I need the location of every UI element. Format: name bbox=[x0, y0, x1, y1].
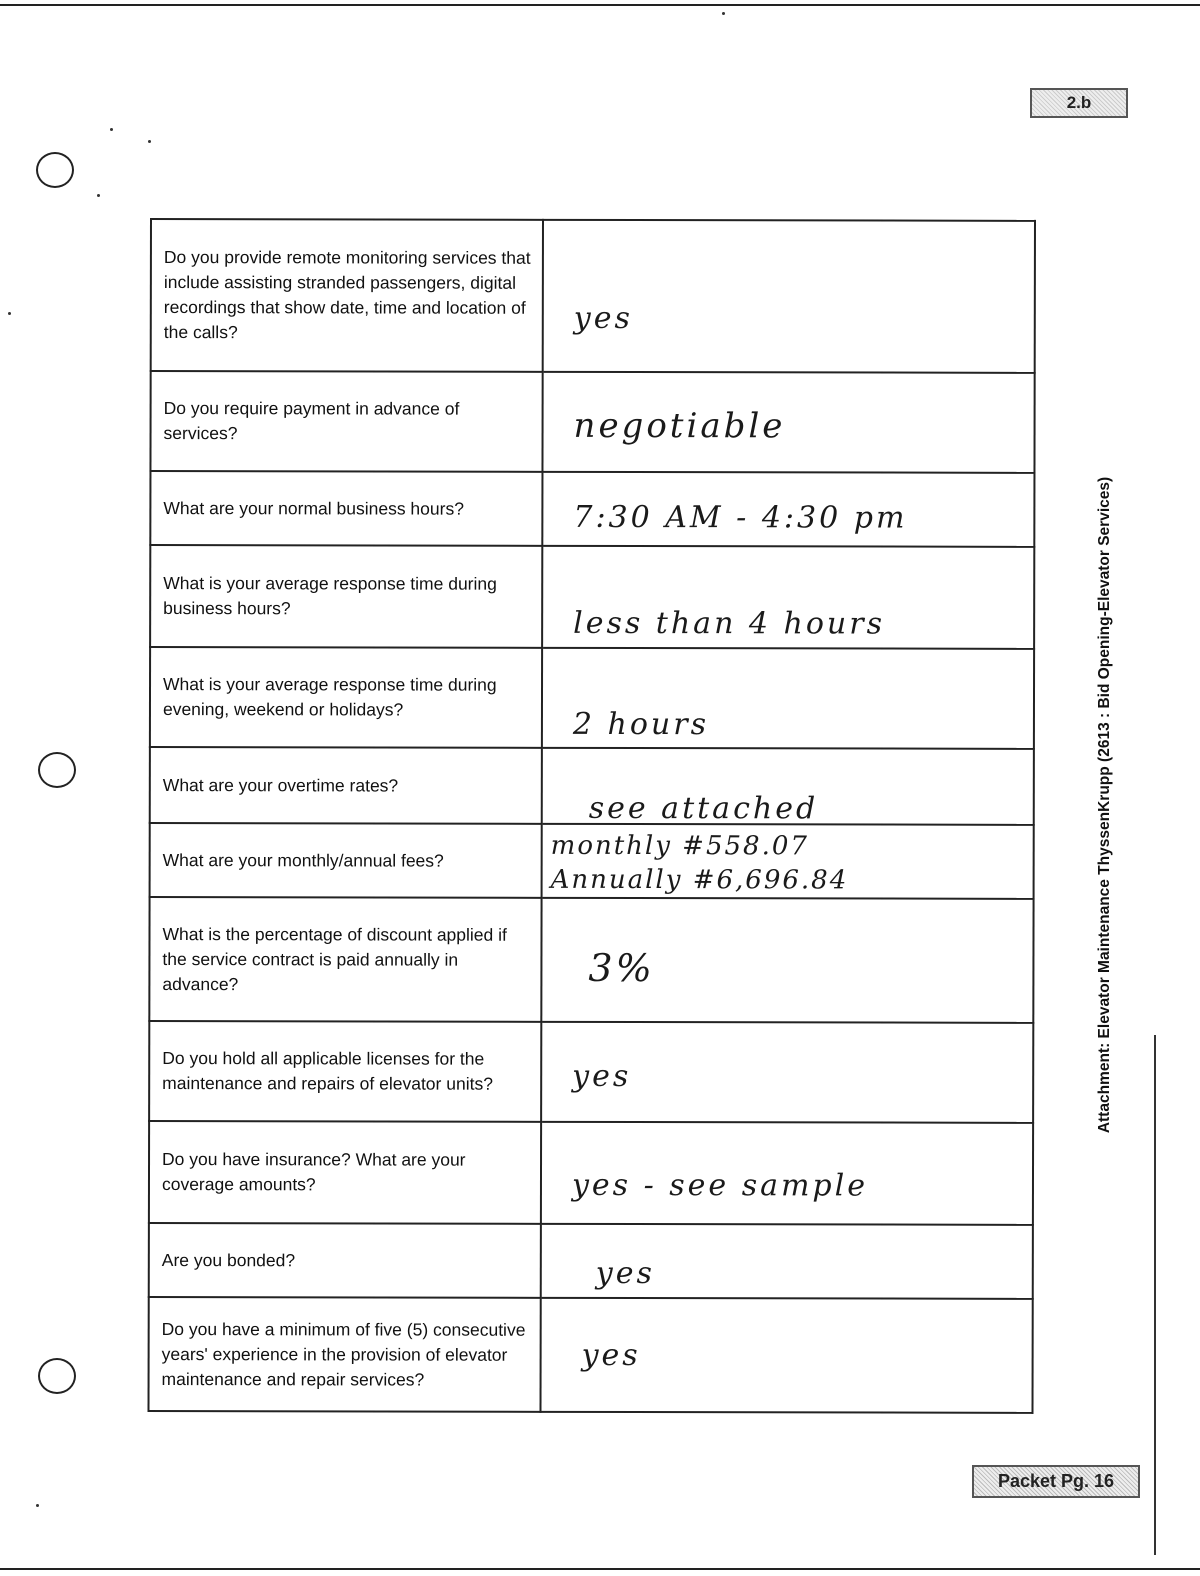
question-cell: What is the percentage of discount applied if the service contract is paid annually in advance? bbox=[149, 897, 541, 1022]
scan-speck bbox=[722, 12, 725, 15]
attachment-side-caption: Attachment: Elevator Maintenance ThyssenKrupp (2613 : Bid Opening-Elevator Services) bbox=[1096, 476, 1113, 1134]
handwritten-answer: yes bbox=[595, 1255, 655, 1291]
question-cell: Do you have insurance? What are your coverage amounts? bbox=[149, 1121, 541, 1224]
handwritten-answer: yes bbox=[581, 1337, 641, 1373]
question-cell: What are your monthly/annual fees? bbox=[150, 823, 542, 898]
scan-speck bbox=[36, 1504, 39, 1507]
handwritten-answer: 3% bbox=[588, 945, 655, 991]
handwritten-answer: yes bbox=[572, 1058, 632, 1094]
table-row bbox=[150, 371, 1034, 473]
handwritten-answer: yes bbox=[573, 300, 633, 336]
bottom-scan-border bbox=[0, 1568, 1200, 1570]
answer-cell bbox=[542, 824, 1034, 899]
table-row bbox=[150, 823, 1034, 899]
answer-cell bbox=[542, 648, 1034, 749]
question-cell: What are your overtime rates? bbox=[150, 747, 542, 824]
table-row bbox=[150, 545, 1034, 649]
answer-cell bbox=[541, 1298, 1033, 1413]
handwritten-answer: yes - see sample bbox=[571, 1167, 869, 1204]
question-cell: Do you require payment in advance of services? bbox=[150, 371, 542, 472]
scan-speck bbox=[110, 128, 113, 131]
question-cell: What are your normal business hours? bbox=[150, 471, 542, 546]
question-cell: What is your average response time during business hours? bbox=[150, 545, 542, 648]
scan-speck bbox=[97, 194, 100, 197]
answer-cell bbox=[542, 748, 1034, 825]
section-label-badge: 2.b bbox=[1030, 88, 1128, 118]
punch-hole-middle bbox=[38, 752, 76, 788]
table-row bbox=[149, 1297, 1033, 1413]
handwritten-answer: less than 4 hours bbox=[573, 605, 886, 642]
punch-hole-top bbox=[36, 152, 74, 188]
top-scan-border bbox=[0, 4, 1200, 6]
answer-cell bbox=[542, 546, 1034, 649]
table-row bbox=[149, 1121, 1033, 1225]
answer-cell bbox=[541, 1022, 1033, 1123]
question-cell: Are you bonded? bbox=[149, 1223, 541, 1298]
scan-speck bbox=[148, 140, 151, 143]
answer-cell bbox=[541, 1224, 1033, 1299]
table-row bbox=[151, 219, 1035, 373]
annual-fee-line: Annually #6,696.84 bbox=[550, 864, 849, 896]
table-row bbox=[149, 897, 1033, 1023]
margin-rule bbox=[1154, 1035, 1156, 1555]
table-row bbox=[150, 471, 1034, 547]
table-row bbox=[149, 1021, 1033, 1123]
answer-cell bbox=[541, 898, 1033, 1023]
answer-cell bbox=[541, 1122, 1033, 1225]
question-cell: Do you have a minimum of five (5) consecutive years' experience in the provision of elevator maintenance and repair services? bbox=[149, 1297, 541, 1412]
table-row bbox=[149, 1223, 1033, 1299]
table-row bbox=[150, 747, 1034, 825]
handwritten-answer: 2 hours bbox=[572, 706, 710, 742]
answer-cell bbox=[543, 220, 1035, 373]
answer-cell bbox=[542, 472, 1034, 547]
question-cell: What is your average response time during evening, weekend or holidays? bbox=[150, 647, 542, 748]
question-cell: Do you provide remote monitoring services that include assisting stranded passengers, digital recordings that show date, time and location of the calls? bbox=[151, 219, 543, 372]
questionnaire-table bbox=[147, 218, 1035, 1414]
punch-hole-bottom bbox=[38, 1358, 76, 1394]
scan-speck bbox=[8, 312, 11, 315]
handwritten-answer: see attached bbox=[588, 790, 819, 826]
handwritten-answer: 7:30 AM - 4:30 pm bbox=[573, 499, 908, 536]
packet-page-badge: Packet Pg. 16 bbox=[972, 1465, 1140, 1498]
handwritten-answer: negotiable bbox=[573, 405, 786, 447]
question-cell: Do you hold all applicable licenses for the maintenance and repairs of elevator units? bbox=[149, 1021, 541, 1122]
table-row bbox=[150, 647, 1034, 749]
monthly-fee-line: monthly #558.07 bbox=[550, 830, 809, 862]
handwritten-fee-lines bbox=[551, 825, 1023, 898]
answer-cell bbox=[542, 372, 1034, 473]
